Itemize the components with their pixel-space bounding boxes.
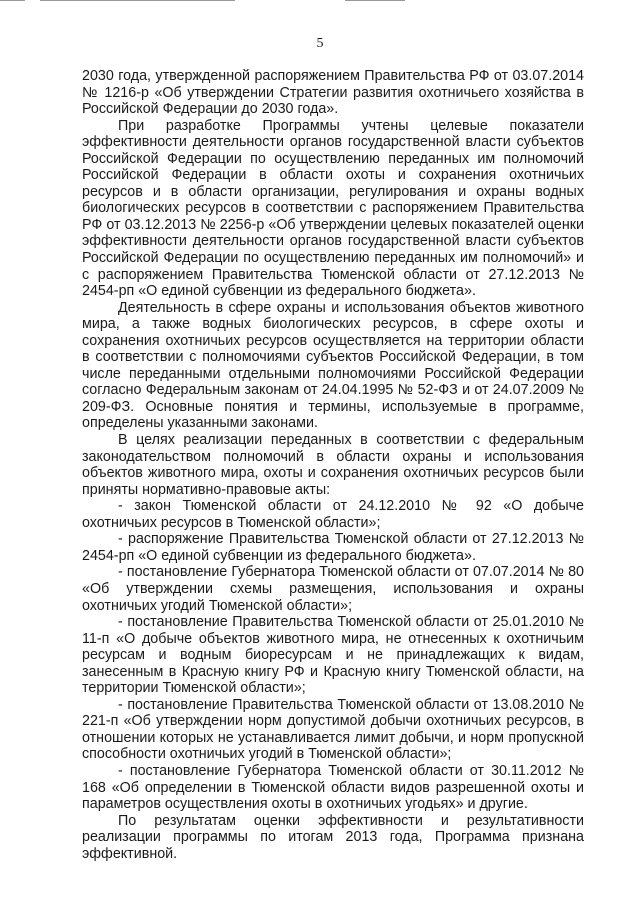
paragraph-activity-scope: Деятельность в сфере охраны и использования объектов животного мира, а также водных биологических ресурсов, в сфере охоты и сохранения охотничьих ресурсов осуществляется на территории области в соответствии с полномочиями субъектов Российской Федерации, в том числе переданными отдельными полномочиями Российской Федерации согласно Федеральным законам от 24.04.1995 № 52-ФЗ и от 24.07.2009 № 209-ФЗ. Основные понятия и термины, используемые в программе, определены указанными законами. xyxy=(82,299,584,432)
list-item-order-2454: - распоряжение Правительства Тюменской области от 27.12.2013 № 2454-рп «О единой субвенции из федерального бюджета». xyxy=(82,531,584,564)
paragraph-target-indicators: При разработке Программы учтены целевые показатели эффективности деятельности органов государственной власти субъектов Российской Федерации по осуществлению переданных им полномочий Российской Федерации в области охоты и сохранения охотничьих ресурсов и в области организации, регулирования и охраны водных биологических ресурсов в соответствии с распоряжением Правительства РФ от 03.12.2013 № 2256-р «Об утверждении целевых показателей оценки эффективности деятельности органов государственной власти субъектов Российской Федерации по осуществлению переданных им полномочий» и с распоряжением Правительства Тюменской области от 27.12.2013 № 2454-рп «О единой субвенции из федерального бюджета». xyxy=(82,117,584,300)
paragraph-strategy-reference: 2030 года, утвержденной распоряжением Правительства РФ от 03.07.2014 № 1216-р «Об утверждении Стратегии развития охотничьего хозяйства в Российской Федерации до 2030 года». xyxy=(82,68,584,118)
page-number: 5 xyxy=(316,36,324,51)
scan-edge-line xyxy=(40,0,235,1)
scan-edge-line xyxy=(0,0,25,1)
paragraph-evaluation-result: По результатам оценки эффективности и результативности реализации программы по итогам 2013 года, Программа признана эффективной. xyxy=(82,812,584,862)
document-body xyxy=(82,68,584,862)
list-item-resolution-11: - постановление Правительства Тюменской области от 25.01.2010 № 11-п «О добыче объектов животного мира, не отнесенных к охотничьим ресурсам и водным биоресурсам и не принадлежащих к видам, занесенным в Красную книгу РФ и Красную книгу Тюменской области, на территории Тюменской области»; xyxy=(82,614,584,697)
scan-edge-line xyxy=(345,0,405,1)
list-item-resolution-221: - постановление Правительства Тюменской области от 13.08.2010 № 221-п «Об утверждении норм допустимой добычи охотничьих ресурсов, в отношении которых не устанавливается лимит добычи, и норм пропускной способности охотничьих угодий в Тюменской области»; xyxy=(82,696,584,763)
list-item-law-92: - закон Тюменской области от 24.12.2010 № 92 «О добыче охотничьих ресурсов в Тюменской области»; xyxy=(82,498,584,531)
list-item-resolution-80: - постановление Губернатора Тюменской области от 07.07.2014 № 80 «Об утверждении схемы размещения, использования и охраны охотничьих угодий Тюменской области»; xyxy=(82,564,584,614)
list-item-resolution-168: - постановление Губернатора Тюменской области от 30.11.2012 № 168 «Об определении в Тюменской области видов разрешенной охоты и параметров осуществления охоты в охотничьих угодьях» и другие. xyxy=(82,762,584,813)
paragraph-acts-intro: В целях реализации переданных в соответствии с федеральным законодательством полномочий в области охраны и использования объектов животного мира, охоты и сохранения охотничьих ресурсов были приняты нормативно-правовые акты: xyxy=(82,432,584,498)
